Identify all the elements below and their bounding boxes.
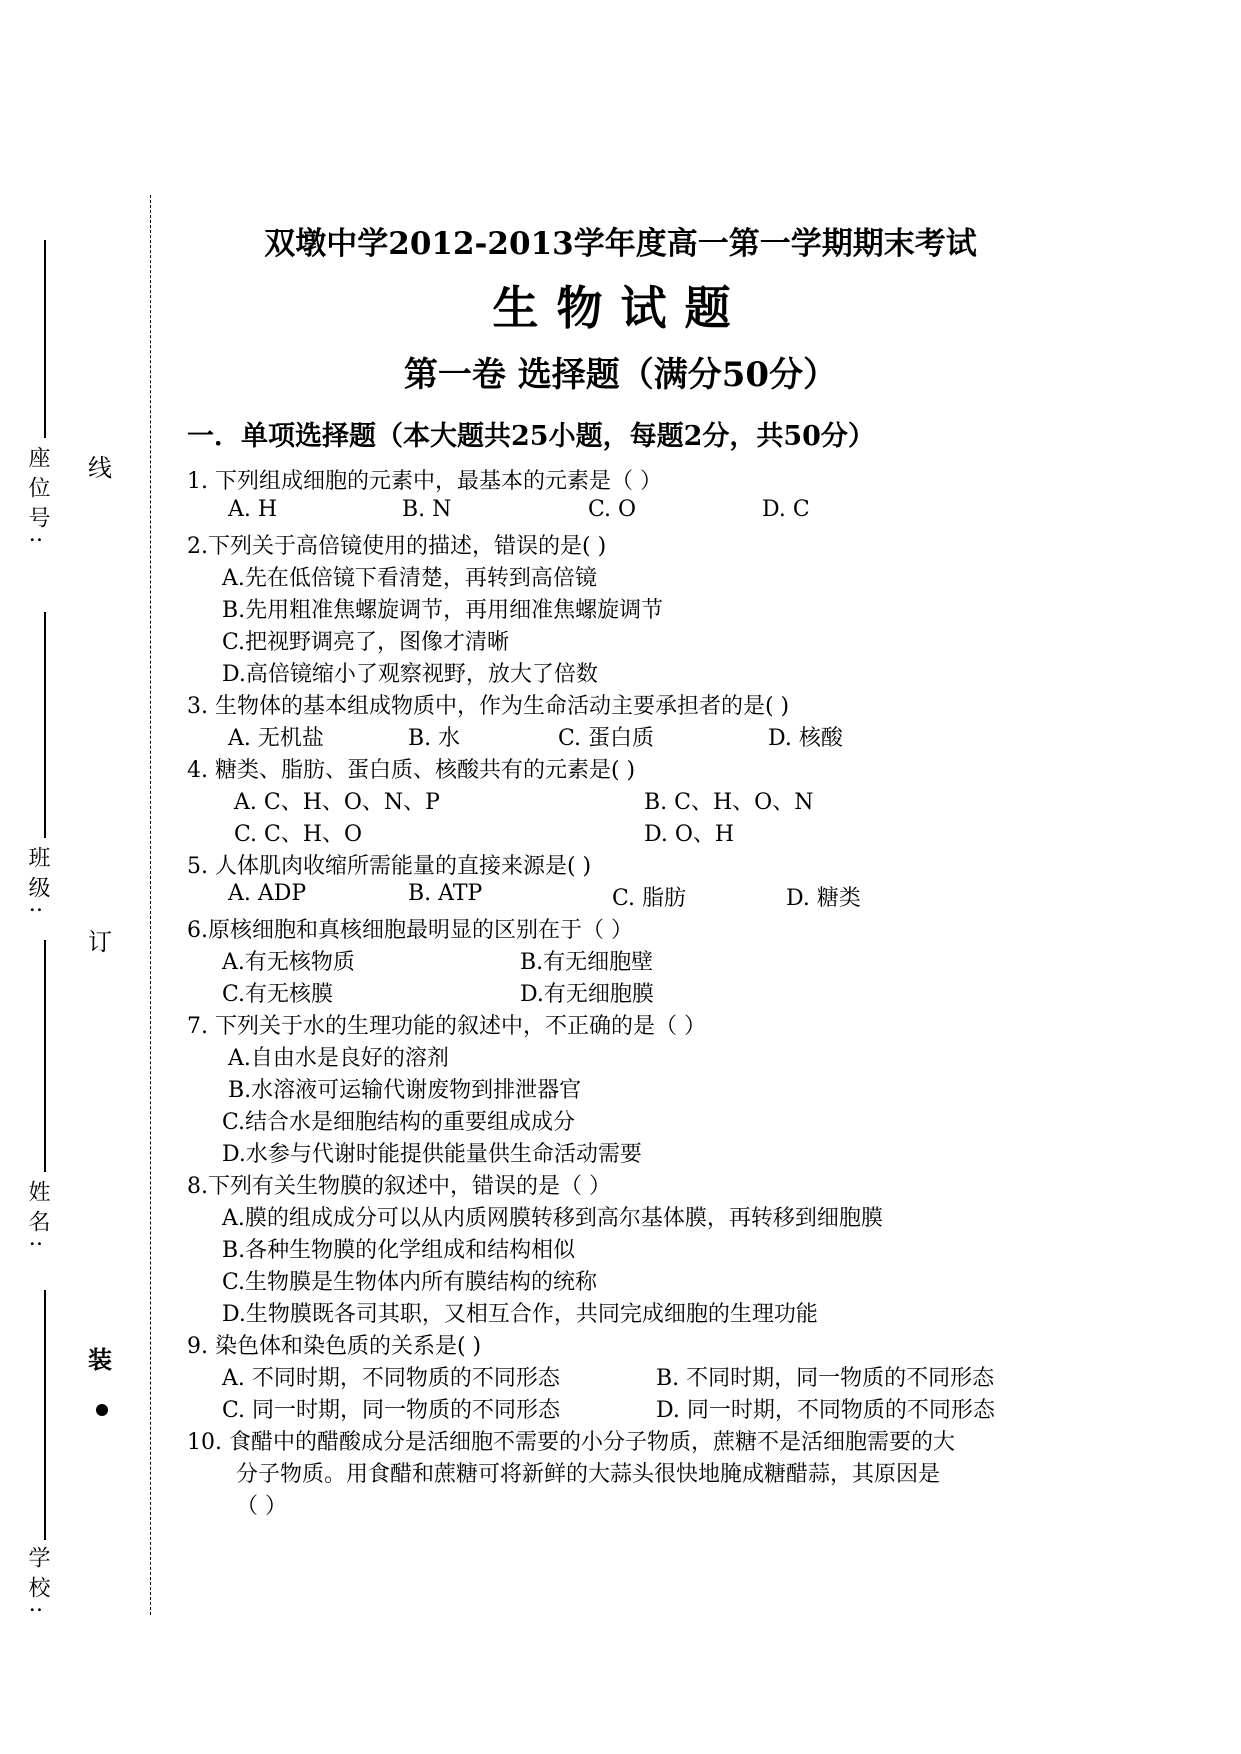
name-label: 姓名: — [25, 1180, 50, 1256]
question-7-option-c: C.结合水是细胞结构的重要组成成分 — [222, 1110, 576, 1135]
school-exam-title: 双墩中学2012-2013学年度高一第一学期期末考试 — [264, 226, 977, 262]
question-8-option-d: D.生物膜既各司其职，又相互合作，共同完成细胞的生理功能 — [222, 1302, 818, 1327]
question-2-option-c: C.把视野调亮了，图像才清晰 — [222, 630, 510, 655]
question-8-option-a: A.膜的组成成分可以从内质网膜转移到高尔基体膜，再转移到细胞膜 — [222, 1206, 883, 1231]
question-8-option-c: C.生物膜是生物体内所有膜结构的统称 — [222, 1270, 598, 1295]
question-2-stem: 2.下列关于高倍镜使用的描述，错误的是( ) — [187, 534, 607, 559]
question-10-stem-line-1: 10. 食醋中的醋酸成分是活细胞不需要的小分子物质，蔗糖不是活细胞需要的大 — [187, 1430, 955, 1455]
question-3-option-a: A. 无机盐 — [228, 726, 324, 751]
school-label: 学校: — [25, 1546, 50, 1622]
question-2-option-d: D.高倍镜缩小了观察视野，放大了倍数 — [222, 662, 598, 687]
question-5-option-b: B. ATP — [408, 881, 483, 906]
question-6-option-c: C.有无核膜 — [222, 982, 334, 1007]
question-4-option-c: C. C、H、O — [234, 822, 363, 847]
question-8-stem: 8.下列有关生物膜的叙述中，错误的是（ ） — [187, 1174, 611, 1199]
question-2-option-b: B.先用粗准焦螺旋调节，再用细准焦螺旋调节 — [222, 598, 664, 623]
question-2-option-a: A.先在低倍镜下看清楚，再转到高倍镜 — [222, 566, 597, 591]
question-8-option-b: B.各种生物膜的化学组成和结构相似 — [222, 1238, 576, 1263]
question-7-option-a: A.自由水是良好的溶剂 — [228, 1046, 449, 1071]
binding-bind-mark: 装 — [88, 1345, 112, 1374]
subject-title: 生物试题 — [492, 281, 749, 335]
question-9-option-d: D. 同一时期，不同物质的不同形态 — [656, 1398, 995, 1423]
question-9-stem: 9. 染色体和染色质的关系是( ) — [187, 1334, 482, 1359]
section-title: 一．单项选择题（本大题共25小题，每题2分，共50分） — [187, 421, 875, 452]
question-7-option-d: D.水参与代谢时能提供能量供生命活动需要 — [222, 1142, 642, 1167]
question-9-option-a: A. 不同时期，不同物质的不同形态 — [222, 1366, 560, 1391]
question-5-option-a: A. ADP — [228, 881, 307, 906]
name-blank[interactable] — [44, 940, 46, 1172]
volume-title: 第一卷 选择题（满分50分） — [403, 355, 838, 395]
question-5-stem: 5. 人体肌肉收缩所需能量的直接来源是( ) — [187, 854, 592, 879]
class-blank[interactable] — [44, 612, 46, 838]
question-3-option-c: C. 蛋白质 — [558, 726, 655, 751]
question-4-stem: 4. 糖类、脂肪、蛋白质、核酸共有的元素是( ) — [187, 758, 636, 783]
seat-number-label: 座位号: — [25, 446, 50, 552]
question-4-option-a: A. C、H、O、N、P — [234, 790, 440, 815]
question-7-stem: 7. 下列关于水的生理功能的叙述中，不正确的是（ ） — [187, 1014, 706, 1039]
question-1-option-c: C. O — [588, 497, 637, 522]
question-6-option-d: D.有无细胞膜 — [520, 982, 654, 1007]
question-6-option-b: B.有无细胞壁 — [520, 950, 654, 975]
question-1-stem: 1. 下列组成细胞的元素中，最基本的元素是（ ） — [187, 469, 662, 494]
binding-dot-icon — [96, 1404, 108, 1416]
binding-dashed-line — [150, 195, 151, 1615]
question-10-stem-line-2: 分子物质。用食醋和蔗糖可将新鲜的大蒜头很快地腌成糖醋蒜，其原因是 — [236, 1462, 941, 1487]
seat-number-blank[interactable] — [44, 240, 46, 438]
question-5-option-c: C. 脂肪 — [612, 886, 687, 911]
question-5-option-d: D. 糖类 — [786, 886, 861, 911]
question-6-stem: 6.原核细胞和真核细胞最明显的区别在于（ ） — [187, 918, 633, 943]
question-1-option-d: D. C — [762, 497, 810, 522]
question-10-answer-bracket: （ ） — [236, 1494, 287, 1519]
binding-line-mark: 线 — [88, 454, 112, 482]
question-4-option-b: B. C、H、O、N — [644, 790, 814, 815]
question-3-stem: 3. 生物体的基本组成物质中，作为生命活动主要承担者的是( ) — [187, 694, 790, 719]
question-9-option-b: B. 不同时期，同一物质的不同形态 — [656, 1366, 995, 1391]
question-6-option-a: A.有无核物质 — [222, 950, 355, 975]
question-7-option-b: B.水溶液可运输代谢废物到排泄器官 — [228, 1078, 582, 1103]
question-1-option-a: A. H — [228, 497, 278, 522]
school-blank[interactable] — [44, 1290, 46, 1540]
question-1-option-b: B. N — [402, 497, 452, 522]
binding-staple-mark: 订 — [88, 928, 112, 956]
class-label: 班级: — [25, 846, 50, 922]
question-3-option-d: D. 核酸 — [768, 726, 843, 751]
question-3-option-b: B. 水 — [408, 726, 461, 751]
question-9-option-c: C. 同一时期，同一物质的不同形态 — [222, 1398, 561, 1423]
question-4-option-d: D. O、H — [644, 822, 735, 847]
